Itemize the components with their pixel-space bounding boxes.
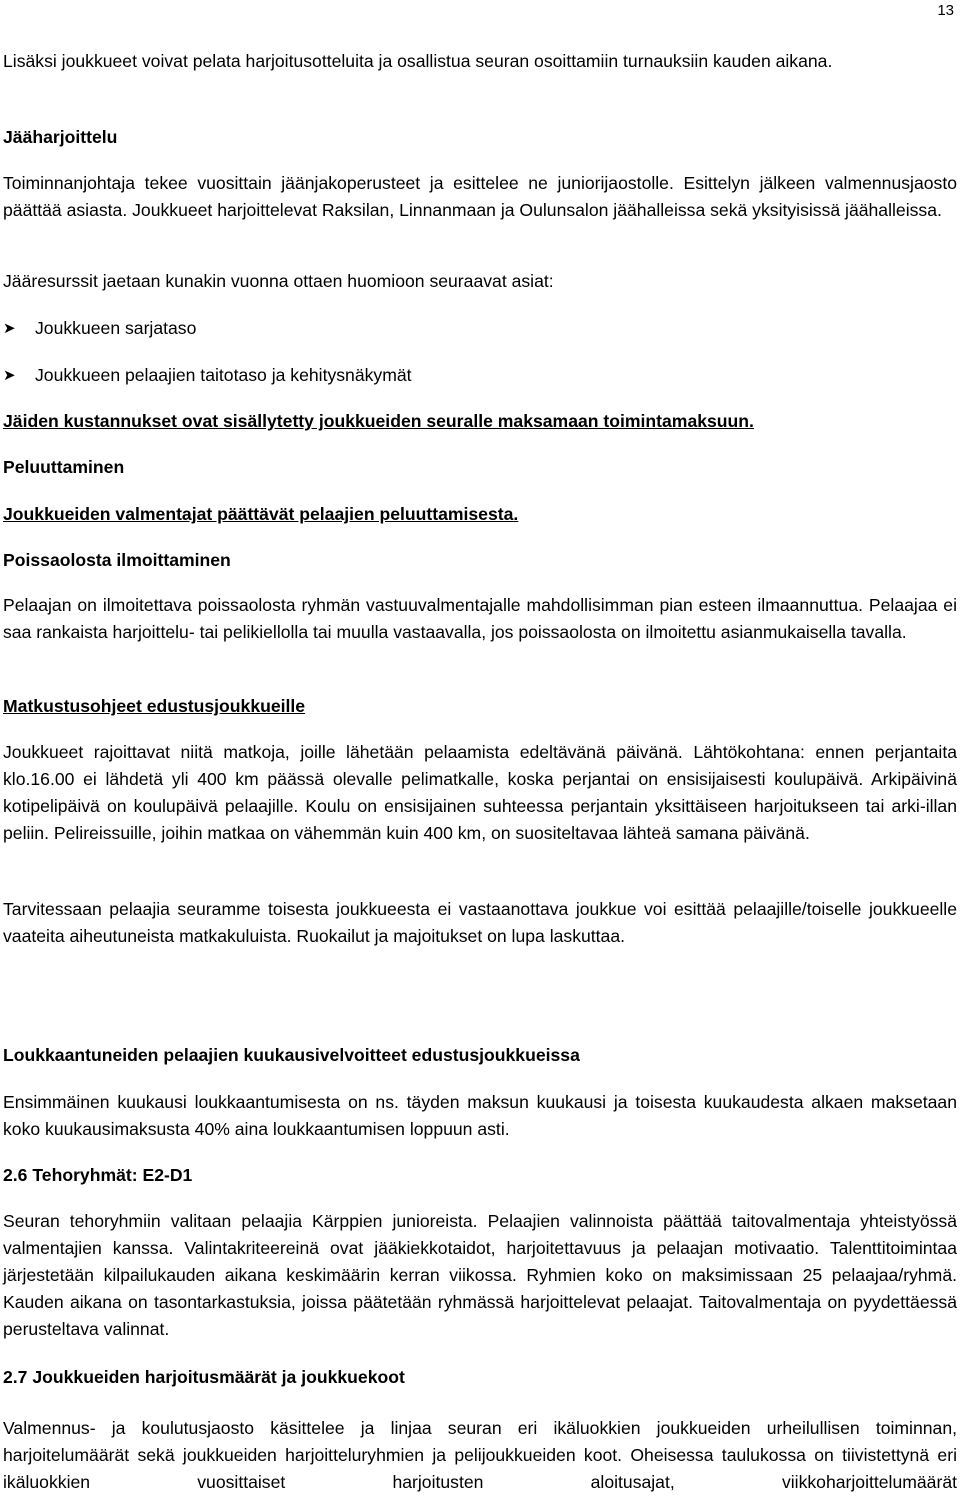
section-26-heading: 2.6 Tehoryhmät: E2-D1: [3, 1165, 193, 1185]
page-number: 13: [937, 2, 954, 19]
travel-paragraph-2: Tarvitessaan pelaajia seuramme toisesta joukkueesta ei vastaanottava joukkue voi esittää pelaajille/toiselle joukkueelle vaateita aiheutuneista matkakuluista. Ruokailut ja majoitukset on lupa laskuttaa.: [3, 899, 957, 946]
ice-resources-intro: Jääresurssit jaetaan kunakin vuonna ottaen huomioon seuraavat asiat:: [3, 271, 554, 291]
transfer-note: Joukkueiden valmentajat päättävät pelaajien peluuttamisesta.: [3, 504, 519, 524]
ice-training-heading: Jääharjoittelu: [3, 127, 118, 147]
bullet-item: [3, 362, 957, 389]
section-27-heading: 2.7 Joukkueiden harjoitusmäärät ja joukkuekoot: [3, 1367, 405, 1387]
arrow-bullet-icon: ➤: [3, 367, 16, 384]
bullet-item: [3, 315, 957, 342]
ice-cost-note: Jäiden kustannukset ovat sisällytetty joukkueiden seuralle maksamaan toimintamaksuun.: [3, 411, 754, 431]
injured-heading: Loukkaantuneiden pelaajien kuukausivelvoitteet edustusjoukkueissa: [3, 1045, 580, 1065]
travel-heading: Matkustusohjeet edustusjoukkueille: [3, 696, 306, 716]
transfer-heading: Peluuttaminen: [3, 457, 125, 477]
bullet-text: Joukkueen sarjataso: [35, 318, 197, 338]
absence-heading: Poissaolosta ilmoittaminen: [3, 550, 231, 570]
bullet-text: Joukkueen pelaajien taitotaso ja kehitysnäkymät: [35, 365, 412, 385]
intro-paragraph: Lisäksi joukkueet voivat pelata harjoitusotteluita ja osallistua seuran osoittamiin turnauksiin kauden aikana.: [3, 51, 833, 71]
section-27-paragraph: Valmennus- ja koulutusjaosto käsittelee ja linjaa seuran eri ikäluokkien joukkueiden urheilullisen toiminnan, harjoitelumäärät sekä joukkueiden harjoitteluryhmien ja pelijoukkueiden koot. Oheisessa taulukossa on tiivistettynä eri ikäluokkien vuosittaiset harjoitusten aloitusajat, viikkoharjoittelumäärät: [3, 1418, 957, 1492]
ice-training-paragraph: Toiminnanjohtaja tekee vuosittain jäänjakoperusteet ja esittelee ne juniorijaostolle. Esittelyn jälkeen valmennusjaosto päättää asiasta. Joukkueet harjoittelevat Raksilan, Linnanmaan ja Oulunsalon jäähalleissa sekä yksityisissä jäähalleissa.: [3, 173, 957, 220]
absence-paragraph: Pelaajan on ilmoitettava poissaolosta ryhmän vastuuvalmentajalle mahdollisimman pian esteen ilmaannuttua. Pelaajaa ei saa rankaista harjoittelu- tai pelikiellolla tai muulla vastaavalla, jos poissaolosta on ilmoitettu asianmukaisella tavalla.: [3, 595, 957, 642]
injured-paragraph: Ensimmäinen kuukausi loukkaantumisesta on ns. täyden maksun kuukausi ja toisesta kuukaudesta alkaen maksetaan koko kuukausimaksusta 40% aina loukkaantumisen loppuun asti.: [3, 1092, 957, 1139]
arrow-bullet-icon: ➤: [3, 320, 16, 337]
travel-paragraph-1: Joukkueet rajoittavat niitä matkoja, joille lähetään pelaamista edeltävänä päivänä. Lähtökohtana: ennen perjantaita klo.16.00 ei lähdetä yli 400 km päässä olevalle pelimatkalle, koska perjantai on ensisijaisesti koulupäivä. Arkipäivinä kotipelipäivä on koulupäivä pelaajille. Koulu on ensisijainen suhteessa perjantain yksittäiseen harjoitukseen tai arki-illan peliin. Pelireissuille, joihin matkaa on vähemmän kuin 400 km, on suositeltavaa lähteä samana päivänä.: [3, 742, 957, 843]
section-26-paragraph: Seuran tehoryhmiin valitaan pelaajia Kärppien junioreista. Pelaajien valinnoista päättää taitovalmentaja yhteistyössä valmentajien kanssa. Valintakriteereinä ovat jääkiekkotaidot, harjoitettavuus ja pelaajan motivaatio. Talenttitoimintaa järjestetään kilpailukauden aikana keskimäärin kerran viikossa. Ryhmien koko on maksimissaan 25 pelaajaa/ryhmä. Kauden aikana on tasontarkastuksia, joissa päätetään ryhmässä harjoittelevat pelaajat. Taitovalmentaja on pyydettäessä perusteltava valinnat.: [3, 1211, 957, 1339]
